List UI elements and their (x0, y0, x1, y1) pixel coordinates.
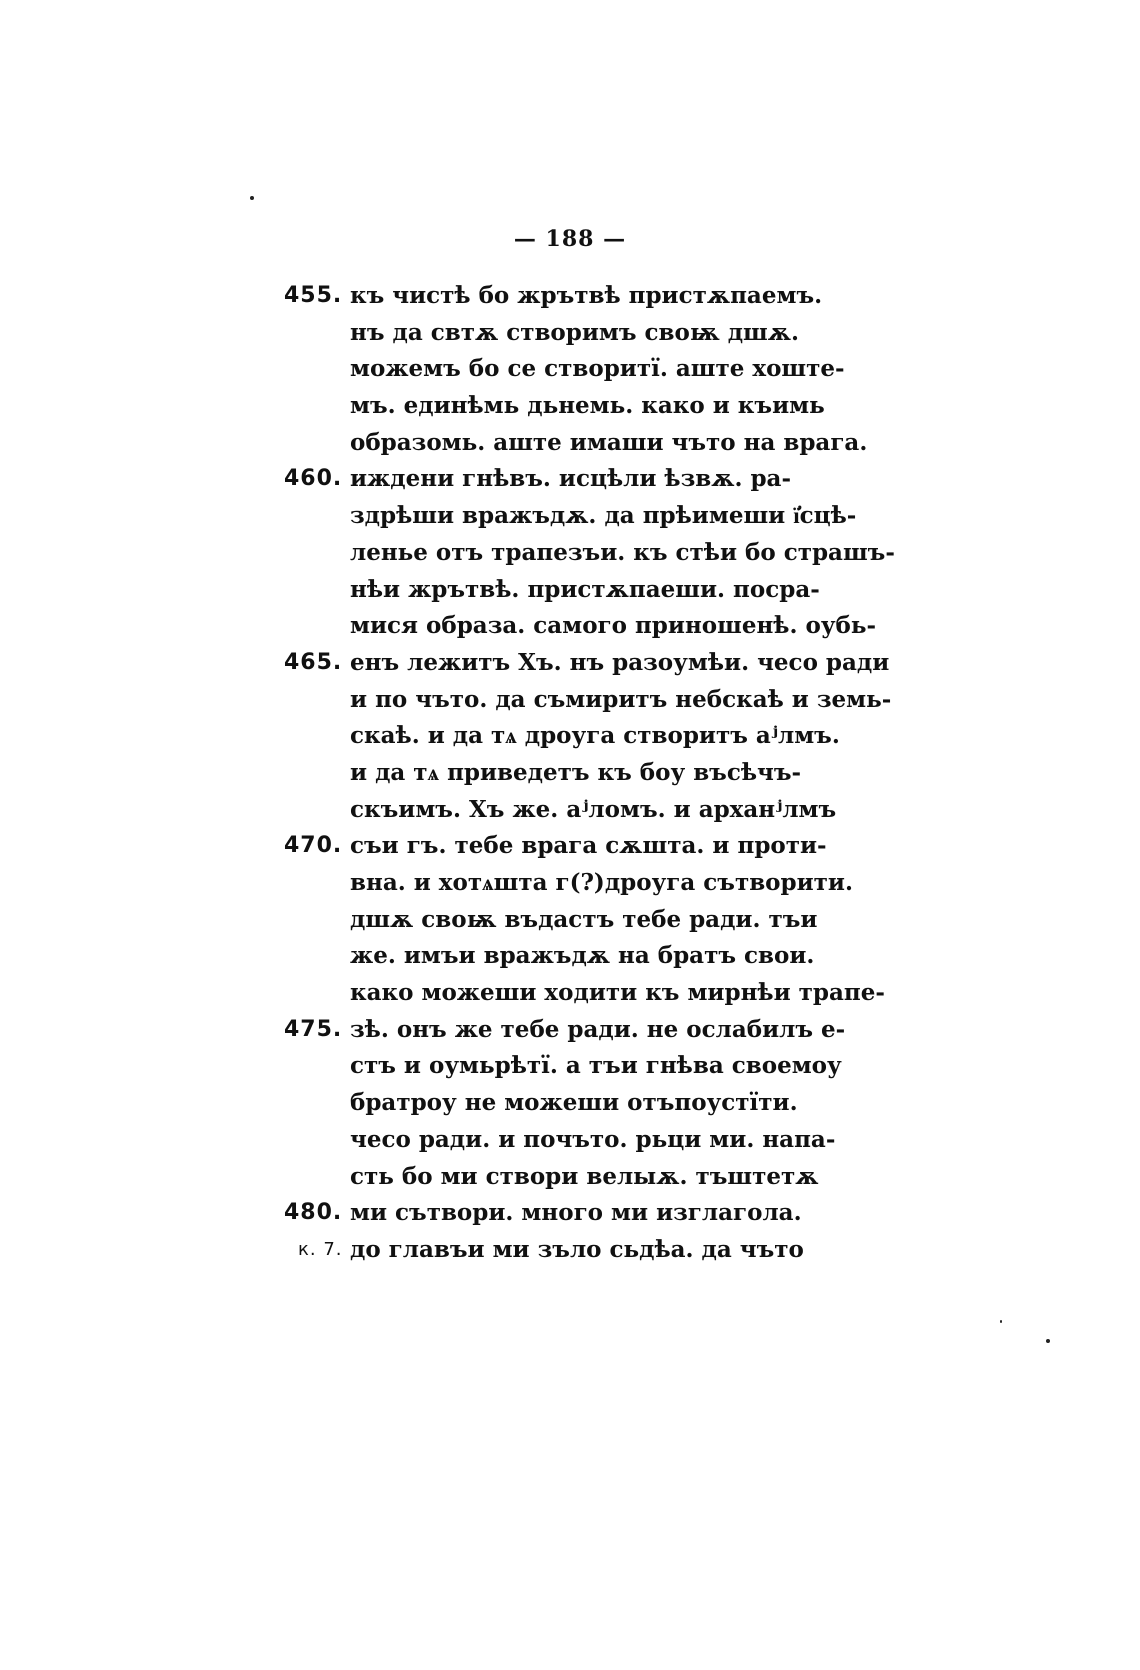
verse-text-block (284, 278, 895, 1269)
line-number: 460. (284, 466, 343, 492)
line-text: енъ лежитъ Хъ. нъ разоумѣи. чесо ради (350, 648, 890, 676)
verse-line (284, 572, 884, 609)
verse-line (284, 425, 884, 462)
line-text: ми сътвори. много ми изглагола. (350, 1199, 802, 1227)
page-number: — 188 — (513, 226, 627, 252)
line-text: дшѫ своѭ въдастъ тебе ради. тъи (350, 905, 818, 933)
line-text: и да тѧ приведетъ къ боу въсѣчъ- (350, 758, 802, 786)
line-number: 475. (284, 1016, 343, 1042)
scan-speck (1046, 1339, 1050, 1343)
line-text: къ чистѣ бо жрътвѣ пристѫпаемъ. (350, 282, 823, 309)
verse-line (284, 315, 884, 352)
verse-line (284, 1159, 884, 1196)
line-text: скъимъ. Хъ же. аʲломъ. и арханʲлмъ (350, 795, 837, 823)
verse-line (284, 1232, 884, 1269)
line-text: чесо ради. и почъто. рьци ми. напа- (350, 1125, 836, 1153)
verse-line (284, 792, 884, 829)
line-text: нѣи жрътвѣ. пристѫпаеши. посра- (350, 575, 820, 603)
verse-line (284, 1122, 884, 1159)
line-text: зѣ. онъ же тебе ради. не ослабилъ е- (350, 1015, 846, 1043)
verse-line (284, 1085, 884, 1122)
line-text: здрѣши вражъдѫ. да прѣимеши ї҆сцѣ- (350, 502, 857, 530)
verse-line (284, 388, 884, 425)
line-number: 480. (284, 1200, 343, 1226)
line-text: можемъ бо се створитї. аште хоште- (350, 355, 845, 383)
verse-line (284, 1048, 884, 1085)
verse-line (284, 902, 884, 939)
verse-line (284, 1012, 884, 1049)
verse-line (284, 498, 884, 535)
line-text: вна. и хотѧшта г(?)дроуга сътворити. (350, 869, 853, 896)
line-text: мися образа. самого приношенѣ. оубь- (350, 612, 877, 640)
line-text: ленье отъ трапезъи. къ стѣи бо страшъ- (350, 538, 895, 566)
line-text: образомь. аште имаши чъто на врага. (350, 428, 868, 456)
line-text: до главъи ми зъло сьдѣа. да чъто (350, 1235, 804, 1263)
verse-line (284, 975, 884, 1012)
verse-line (284, 682, 892, 719)
line-text: братроу не можеши отъпоустїти. (350, 1089, 798, 1117)
line-number: 465. (284, 649, 343, 675)
line-number: 470. (284, 833, 343, 859)
verse-line (284, 645, 890, 682)
line-text: сть бо ми створи велыѫ. тъштетѫ (350, 1162, 819, 1190)
line-text: нъ да свтѫ створимъ своѭ дшѫ. (350, 318, 799, 346)
verse-line (284, 865, 884, 902)
line-text: мъ. единѣмь дьнемь. како и къимь (350, 392, 825, 420)
verse-line (284, 461, 884, 498)
line-text: иждени гнѣвъ. исцѣли ѣзвѫ. ра- (350, 465, 791, 493)
verse-line (284, 608, 884, 645)
verse-line (284, 1195, 884, 1232)
scan-speck (250, 196, 254, 200)
line-text: же. имъи вражъдѫ на братъ свои. (350, 942, 815, 970)
line-number: 455. (284, 283, 343, 308)
verse-line (284, 351, 884, 388)
verse-line (284, 535, 895, 572)
line-text: скаѣ. и да тѧ дроуга створитъ аʲлмъ. (350, 722, 840, 750)
verse-line (284, 718, 884, 755)
verse-line (284, 278, 884, 315)
line-text: и по чъто. да съмиритъ небскаѣ и земь- (350, 685, 892, 713)
line-number: к. 7. (298, 1238, 343, 1260)
verse-line (284, 755, 884, 792)
line-text: како можеши ходити къ мирнѣи трапе- (350, 979, 885, 1007)
line-text: стъ и оумьрѣтї. а тъи гнѣва своемоу (350, 1052, 842, 1080)
verse-line (284, 828, 884, 865)
verse-line (284, 938, 884, 975)
line-text: съи гъ. тебе врага сѫшта. и проти- (350, 832, 827, 860)
scan-speck (1000, 1320, 1002, 1323)
